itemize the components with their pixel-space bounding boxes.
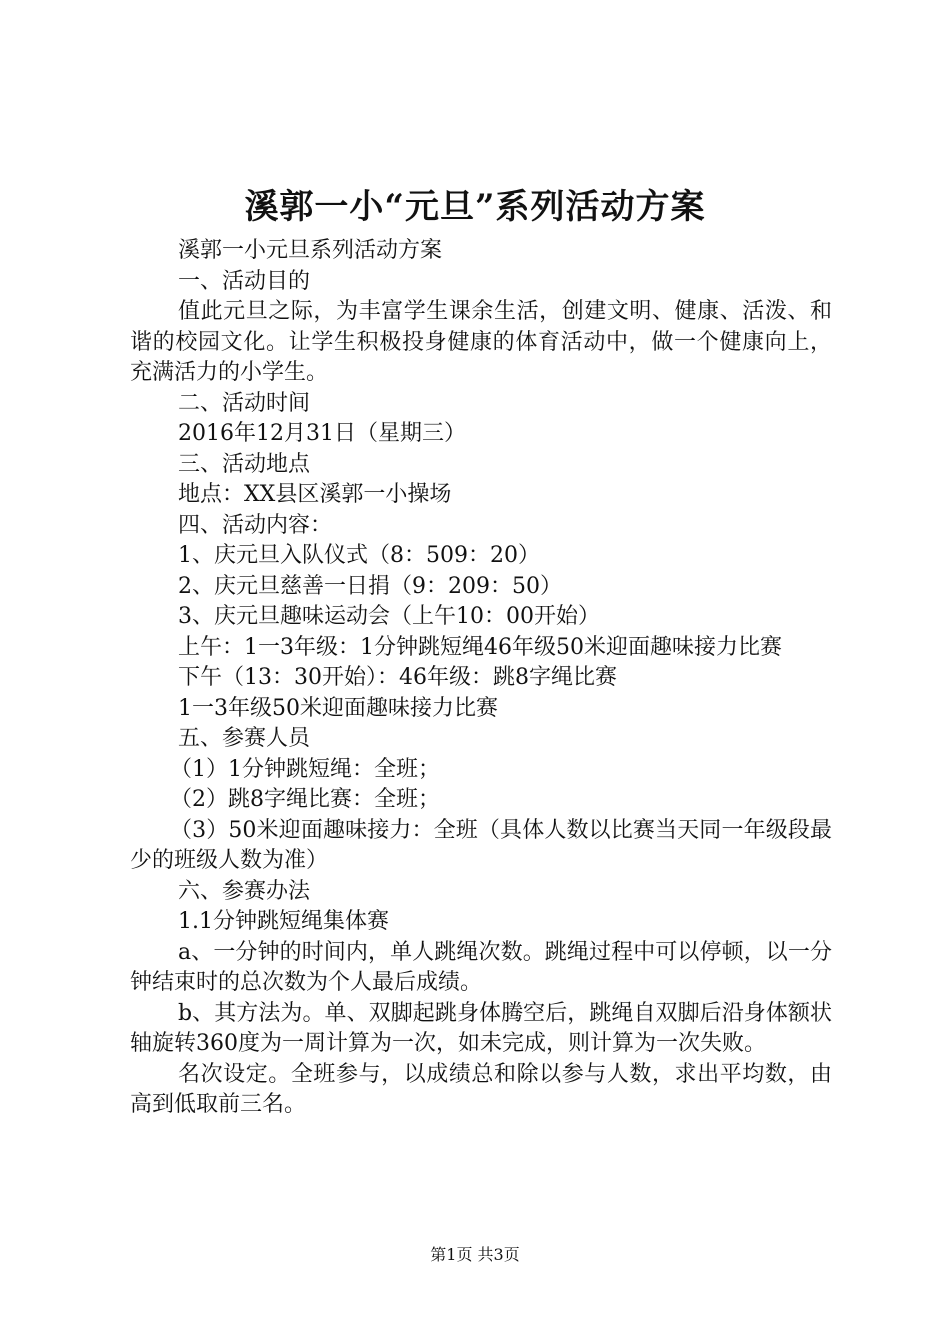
paragraph: a、一分钟的时间内，单人跳绳次数。跳绳过程中可以停顿，以一分钟结束时的总次数为个人最后成绩。 <box>130 939 832 995</box>
document-title: 溪郭一小“元旦”系列活动方案 <box>244 187 706 227</box>
section-heading: 五、参赛人员 <box>178 726 311 751</box>
list-item: 2、庆元旦慈善一日捐（9：209：50） <box>178 573 562 599</box>
paragraph: b、其方法为。单、双脚起跳身体腾空后，跳绳自双脚后沿身体额状轴旋转360度为一周计算为一次，如未完成，则计算为一次失败。 <box>130 1000 832 1056</box>
list-item: （3）50米迎面趣味接力：全班（具体人数以比赛当天同一年级段最少的班级人数为准） <box>130 817 832 873</box>
list-item: 3、庆元旦趣味运动会（上午10：00开始） <box>178 604 600 629</box>
paragraph: 1一3年级50米迎面趣味接力比赛 <box>178 695 498 721</box>
document-body <box>130 236 832 1121</box>
list-item: （2）跳8字绳比赛：全班； <box>170 787 440 812</box>
section-heading: 六、参赛办法 <box>178 878 311 904</box>
paragraph: 值此元旦之际，为丰富学生课余生活，创建文明、健康、活泼、和谐的校园文化。让学生积极投身健康的体育活动中，做一个健康向上，充满活力的小学生。 <box>130 299 832 385</box>
paragraph: 2016年12月31日（星期三） <box>178 421 466 446</box>
paragraph: 溪郭一小元旦系列活动方案 <box>178 238 443 263</box>
paragraph: 名次设定。全班参与，以成绩总和除以参与人数，求出平均数，由高到低取前三名。 <box>130 1061 832 1117</box>
paragraph: 1.1分钟跳短绳集体赛 <box>178 909 389 934</box>
paragraph: 地点：XX县区溪郭一小操场 <box>178 482 452 507</box>
section-heading: 二、活动时间 <box>178 390 311 416</box>
list-item: 1、庆元旦入队仪式（8：509：20） <box>178 543 540 568</box>
paragraph: 上午：1一3年级：1分钟跳短绳46年级50米迎面趣味接力比赛 <box>178 634 782 660</box>
section-heading: 一、活动目的 <box>178 268 311 294</box>
paragraph: 下午（13：30开始）：46年级：跳8字绳比赛 <box>178 665 617 690</box>
list-item: （1）1分钟跳短绳：全班； <box>170 756 440 782</box>
section-heading: 三、活动地点 <box>178 451 311 477</box>
section-heading: 四、活动内容： <box>178 512 333 538</box>
page-footer: 第1页 共3页 <box>430 1245 520 1264</box>
